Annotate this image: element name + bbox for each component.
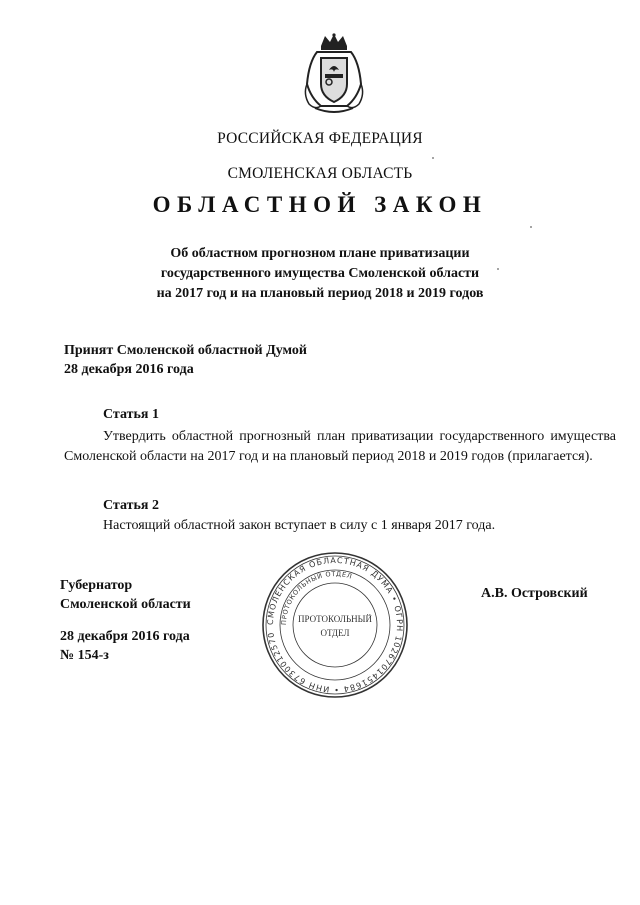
law-subject-line: Об областном прогнозном плане приватизации	[170, 246, 470, 261]
stamp-outer-text: СМОЛЕНСКАЯ ОБЛАСТНАЯ ДУМА • ОГРН 1026701451684 • ИНН 6730012570	[265, 555, 405, 695]
adoption-block	[64, 341, 307, 379]
signature-date: 28 декабря 2016 года	[60, 629, 190, 644]
signatory-name: А.В. Островский	[481, 586, 588, 601]
official-stamp	[260, 550, 410, 700]
stamp-center-line2: ОТДЕЛ	[320, 628, 350, 638]
stamp-inner-ring-text: ПРОТОКОЛЬНЫЙ ОТДЕЛ	[279, 569, 354, 626]
law-subject	[0, 244, 640, 304]
article-1-heading: Статья 1	[103, 407, 159, 422]
country-name: РОССИЙСКАЯ ФЕДЕРАЦИЯ	[217, 130, 423, 147]
signatory-position	[60, 576, 191, 614]
stamp-center-line1: ПРОТОКОЛЬНЫЙ	[298, 614, 372, 624]
scan-speck	[497, 268, 499, 270]
scan-speck	[530, 226, 532, 228]
document-type-title: ОБЛАСТНОЙ ЗАКОН	[152, 192, 488, 217]
article-1-text: Утвердить областной прогнозный план приватизации государственного имущества Смоленской области на 2017 год и на плановый период 2018 и 2019 годов (прилагается).	[64, 429, 616, 464]
article-2-text: Настоящий областной закон вступает в силу с 1 января 2017 года.	[103, 518, 496, 533]
region-name: СМОЛЕНСКАЯ ОБЛАСТЬ	[227, 165, 413, 182]
signatory-title: Губернатор	[60, 578, 133, 593]
law-subject-line: государственного имущества Смоленской области	[160, 266, 480, 281]
adoption-date: 28 декабря 2016 года	[64, 362, 194, 377]
law-subject-line: на 2017 год и на плановый период 2018 и 2019 годов	[156, 286, 484, 301]
coat-of-arms-icon	[299, 32, 369, 114]
law-number: № 154-з	[60, 648, 109, 663]
article-2-heading: Статья 2	[103, 498, 159, 513]
scan-speck	[432, 157, 434, 159]
signatory-region: Смоленской области	[60, 597, 191, 612]
signature-date-block	[60, 627, 190, 665]
adoption-body: Принят Смоленской областной Думой	[64, 343, 307, 358]
